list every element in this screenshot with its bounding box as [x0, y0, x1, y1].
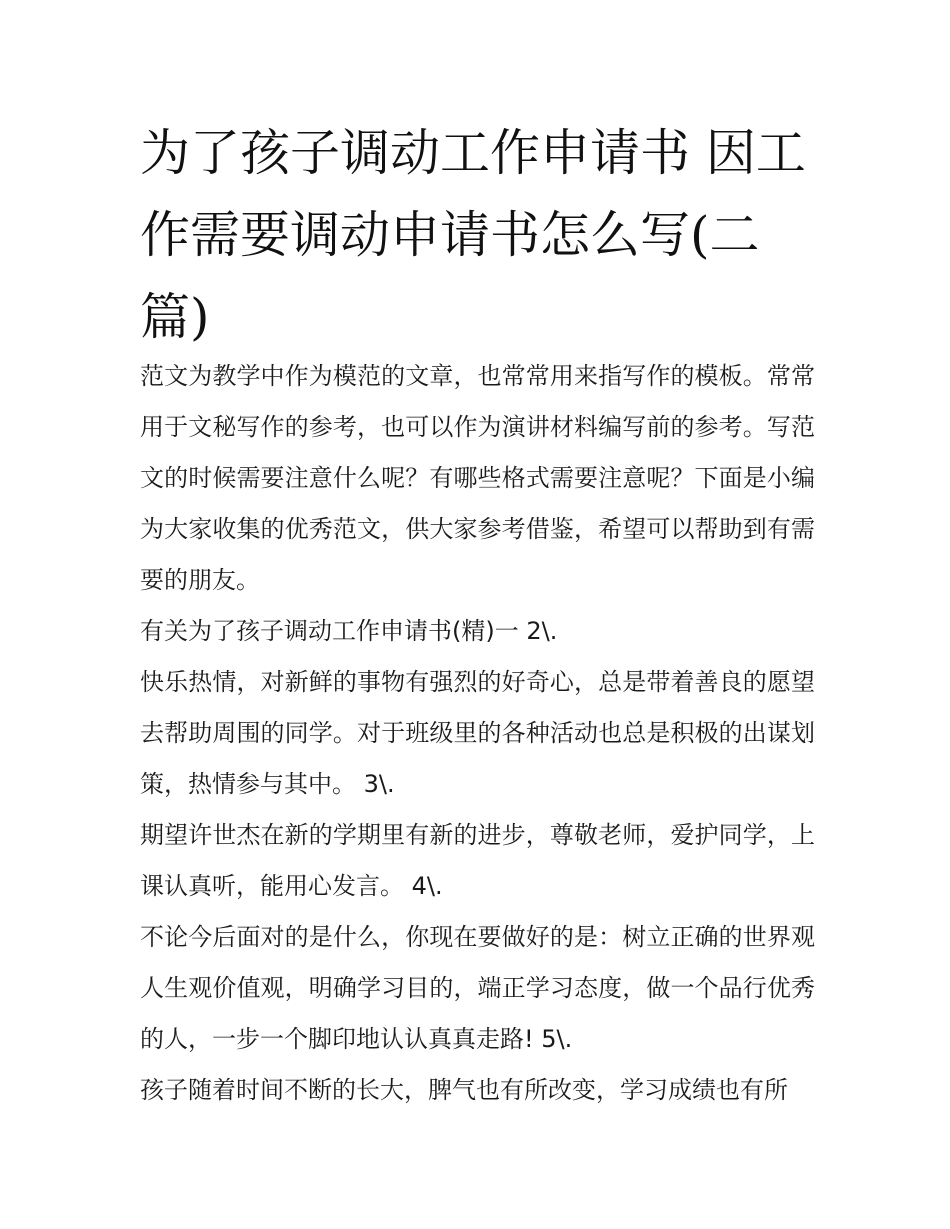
- intro-paragraph: 范文为教学中作为模范的文章，也常常用来指写作的模板。常常用于文秘写作的参考，也可以作为演讲材料编写前的参考。写范文的时候需要注意什么呢？有哪些格式需要注意呢？下面是小编为大家收集的优秀范文，供大家参考借鉴，希望可以帮助到有需要的朋友。: [140, 362, 815, 594]
- section-heading: 有关为了孩子调动工作申请书(精)一 2\.: [140, 617, 558, 645]
- body-paragraph-2: 期望许世杰在新的学期里有新的进步，尊敬老师，爱护同学，上课认真听，能用心发言。 4\.: [140, 821, 815, 900]
- body-paragraph-4: 孩子随着时间不断的长大，脾气也有所改变，学习成绩也有所: [140, 1076, 788, 1104]
- document-body: [140, 351, 815, 1116]
- document-title: 为了孩子调动工作申请书 因工作需要调动申请书怎么写(二篇): [140, 124, 806, 346]
- body-paragraph-3: 不论今后面对的是什么，你现在要做好的是：树立正确的世界观人生观价值观，明确学习目的，端正学习态度，做一个品行优秀的人，一步一个脚印地认认真真走路! 5\.: [140, 923, 815, 1053]
- body-paragraph-1: 快乐热情，对新鲜的事物有强烈的好奇心，总是带着善良的愿望去帮助周围的同学。对于班级里的各种活动也总是积极的出谋划策，热情参与其中。 3\.: [140, 668, 815, 798]
